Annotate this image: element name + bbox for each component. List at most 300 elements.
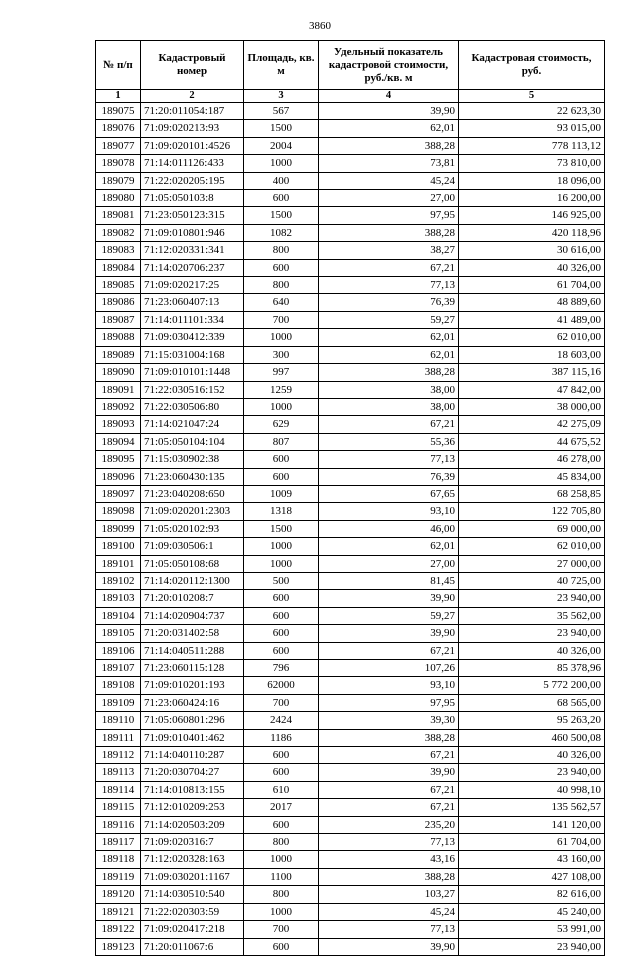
table-row (96, 224, 605, 241)
unit-rate-cell: 39,90 (319, 103, 459, 120)
column-number: 4 (319, 90, 459, 103)
table-row (96, 468, 605, 485)
row-index-cell: 189106 (96, 642, 141, 659)
row-index-cell: 189085 (96, 277, 141, 294)
unit-rate-cell: 45,24 (319, 172, 459, 189)
row-index-cell: 189099 (96, 520, 141, 537)
area-cell: 2017 (244, 799, 319, 816)
area-cell: 1186 (244, 729, 319, 746)
cadastral-value-cell: 53 991,00 (459, 921, 605, 938)
unit-rate-cell: 59,27 (319, 607, 459, 624)
row-index-cell: 189075 (96, 103, 141, 120)
cadastral-value-cell: 46 278,00 (459, 451, 605, 468)
unit-rate-cell: 388,28 (319, 364, 459, 381)
cadastral-number-cell: 71:12:020331:341 (141, 242, 244, 259)
row-index-cell: 189093 (96, 416, 141, 433)
cadastral-value-cell: 68 565,00 (459, 694, 605, 711)
cadastral-number-cell: 71:20:011054:187 (141, 103, 244, 120)
cadastral-number-cell: 71:23:060115:128 (141, 660, 244, 677)
unit-rate-cell: 73,81 (319, 155, 459, 172)
cadastral-number-cell: 71:14:020112:1300 (141, 572, 244, 589)
unit-rate-cell: 39,90 (319, 938, 459, 955)
cadastral-number-cell: 71:22:020303:59 (141, 903, 244, 920)
cadastral-number-cell: 71:09:030506:1 (141, 538, 244, 555)
area-cell: 1100 (244, 868, 319, 885)
cadastral-value-cell: 23 940,00 (459, 625, 605, 642)
cadastral-value-cell: 40 725,00 (459, 572, 605, 589)
row-index-cell: 189092 (96, 398, 141, 415)
cadastral-number-cell: 71:14:020503:209 (141, 816, 244, 833)
unit-rate-cell: 55,36 (319, 433, 459, 450)
table-row (96, 155, 605, 172)
cadastral-value-cell: 30 616,00 (459, 242, 605, 259)
unit-rate-cell: 67,21 (319, 416, 459, 433)
cadastral-number-cell: 71:20:031402:58 (141, 625, 244, 642)
cadastral-number-cell: 71:22:030506:80 (141, 398, 244, 415)
row-index-cell: 189117 (96, 834, 141, 851)
cadastral-number-cell: 71:12:020328:163 (141, 851, 244, 868)
column-header-area: Площадь, кв. м (244, 41, 319, 90)
row-index-cell: 189102 (96, 572, 141, 589)
cadastral-value-cell: 460 500,08 (459, 729, 605, 746)
table-row (96, 729, 605, 746)
table-row (96, 294, 605, 311)
row-index-cell: 189121 (96, 903, 141, 920)
area-cell: 1000 (244, 329, 319, 346)
unit-rate-cell: 388,28 (319, 137, 459, 154)
cadastral-value-cell: 23 940,00 (459, 590, 605, 607)
row-index-cell: 189105 (96, 625, 141, 642)
unit-rate-cell: 77,13 (319, 921, 459, 938)
area-cell: 600 (244, 747, 319, 764)
unit-rate-cell: 38,00 (319, 398, 459, 415)
table-row (96, 886, 605, 903)
table-row (96, 277, 605, 294)
row-index-cell: 189116 (96, 816, 141, 833)
area-cell: 800 (244, 242, 319, 259)
table-row (96, 781, 605, 798)
table-row (96, 572, 605, 589)
area-cell: 600 (244, 451, 319, 468)
row-index-cell: 189114 (96, 781, 141, 798)
cadastral-number-cell: 71:09:030201:1167 (141, 868, 244, 885)
unit-rate-cell: 77,13 (319, 451, 459, 468)
unit-rate-cell: 97,95 (319, 694, 459, 711)
cadastral-value-cell: 62 010,00 (459, 538, 605, 555)
table-row (96, 921, 605, 938)
cadastral-number-cell: 71:23:060407:13 (141, 294, 244, 311)
unit-rate-cell: 97,95 (319, 207, 459, 224)
cadastral-number-cell: 71:09:030412:339 (141, 329, 244, 346)
cadastral-value-cell: 18 603,00 (459, 346, 605, 363)
cadastral-number-cell: 71:09:020101:4526 (141, 137, 244, 154)
unit-rate-cell: 38,27 (319, 242, 459, 259)
row-index-cell: 189112 (96, 747, 141, 764)
area-cell: 1318 (244, 503, 319, 520)
table-row (96, 485, 605, 502)
unit-rate-cell: 388,28 (319, 729, 459, 746)
area-cell: 640 (244, 294, 319, 311)
cadastral-number-cell: 71:14:040511:288 (141, 642, 244, 659)
cadastral-value-cell: 40 326,00 (459, 747, 605, 764)
unit-rate-cell: 76,39 (319, 468, 459, 485)
cadastral-value-cell: 95 263,20 (459, 712, 605, 729)
cadastral-value-table (95, 40, 605, 956)
cadastral-value-cell: 420 118,96 (459, 224, 605, 241)
cadastral-value-cell: 43 160,00 (459, 851, 605, 868)
cadastral-value-cell: 48 889,60 (459, 294, 605, 311)
table-row (96, 137, 605, 154)
row-index-cell: 189113 (96, 764, 141, 781)
area-cell: 1500 (244, 207, 319, 224)
area-cell: 800 (244, 834, 319, 851)
cadastral-number-cell: 71:15:031004:168 (141, 346, 244, 363)
table-row (96, 520, 605, 537)
column-header-index: № п/п (96, 41, 141, 90)
cadastral-number-cell: 71:22:030516:152 (141, 381, 244, 398)
area-cell: 600 (244, 642, 319, 659)
cadastral-number-cell: 71:23:040208:650 (141, 485, 244, 502)
cadastral-number-cell: 71:20:010208:7 (141, 590, 244, 607)
row-index-cell: 189120 (96, 886, 141, 903)
cadastral-number-cell: 71:05:060801:296 (141, 712, 244, 729)
cadastral-value-cell: 778 113,12 (459, 137, 605, 154)
header-row (96, 41, 605, 90)
row-index-cell: 189110 (96, 712, 141, 729)
area-cell: 1082 (244, 224, 319, 241)
row-index-cell: 189082 (96, 224, 141, 241)
unit-rate-cell: 62,01 (319, 538, 459, 555)
cadastral-value-cell: 40 326,00 (459, 642, 605, 659)
row-index-cell: 189083 (96, 242, 141, 259)
cadastral-number-cell: 71:05:020102:93 (141, 520, 244, 537)
cadastral-number-cell: 71:05:050108:68 (141, 555, 244, 572)
area-cell: 600 (244, 816, 319, 833)
cadastral-value-cell: 387 115,16 (459, 364, 605, 381)
table-row (96, 416, 605, 433)
cadastral-value-cell: 68 258,85 (459, 485, 605, 502)
cadastral-number-cell: 71:09:020201:2303 (141, 503, 244, 520)
table-row (96, 903, 605, 920)
row-index-cell: 189111 (96, 729, 141, 746)
cadastral-value-cell: 146 925,00 (459, 207, 605, 224)
cadastral-value-cell: 40 998,10 (459, 781, 605, 798)
cadastral-number-cell: 71:20:030704:27 (141, 764, 244, 781)
cadastral-number-cell: 71:14:030510:540 (141, 886, 244, 903)
area-cell: 700 (244, 694, 319, 711)
table-row (96, 190, 605, 207)
table-row (96, 799, 605, 816)
area-cell: 600 (244, 468, 319, 485)
unit-rate-cell: 46,00 (319, 520, 459, 537)
cadastral-value-cell: 85 378,96 (459, 660, 605, 677)
unit-rate-cell: 77,13 (319, 277, 459, 294)
unit-rate-cell: 103,27 (319, 886, 459, 903)
table-row (96, 503, 605, 520)
area-cell: 1500 (244, 520, 319, 537)
unit-rate-cell: 27,00 (319, 555, 459, 572)
area-cell: 1000 (244, 155, 319, 172)
cadastral-value-cell: 61 704,00 (459, 277, 605, 294)
table-row (96, 590, 605, 607)
area-cell: 600 (244, 190, 319, 207)
row-index-cell: 189079 (96, 172, 141, 189)
cadastral-value-cell: 5 772 200,00 (459, 677, 605, 694)
row-index-cell: 189089 (96, 346, 141, 363)
table-row (96, 311, 605, 328)
area-cell: 1000 (244, 538, 319, 555)
cadastral-number-cell: 71:09:020213:93 (141, 120, 244, 137)
area-cell: 700 (244, 921, 319, 938)
row-index-cell: 189098 (96, 503, 141, 520)
area-cell: 600 (244, 625, 319, 642)
unit-rate-cell: 59,27 (319, 311, 459, 328)
cadastral-number-cell: 71:09:020217:25 (141, 277, 244, 294)
row-index-cell: 189122 (96, 921, 141, 938)
row-index-cell: 189096 (96, 468, 141, 485)
cadastral-number-cell: 71:14:011126:433 (141, 155, 244, 172)
cadastral-number-cell: 71:09:020316:7 (141, 834, 244, 851)
cadastral-value-cell: 45 240,00 (459, 903, 605, 920)
table-row (96, 433, 605, 450)
cadastral-number-cell: 71:09:010801:946 (141, 224, 244, 241)
row-index-cell: 189084 (96, 259, 141, 276)
cadastral-value-cell: 44 675,52 (459, 433, 605, 450)
table-row (96, 764, 605, 781)
column-number: 1 (96, 90, 141, 103)
cadastral-value-cell: 82 616,00 (459, 886, 605, 903)
cadastral-number-cell: 71:20:011067:6 (141, 938, 244, 955)
row-index-cell: 189086 (96, 294, 141, 311)
row-index-cell: 189091 (96, 381, 141, 398)
row-index-cell: 189081 (96, 207, 141, 224)
page-number: 3860 (309, 20, 331, 32)
unit-rate-cell: 38,00 (319, 381, 459, 398)
cadastral-number-cell: 71:05:050103:8 (141, 190, 244, 207)
cadastral-value-cell: 122 705,80 (459, 503, 605, 520)
area-cell: 600 (244, 590, 319, 607)
cadastral-number-cell: 71:05:050104:104 (141, 433, 244, 450)
table-row (96, 868, 605, 885)
table-row (96, 677, 605, 694)
table-row (96, 694, 605, 711)
area-cell: 800 (244, 277, 319, 294)
cadastral-number-cell: 71:09:010401:462 (141, 729, 244, 746)
row-index-cell: 189097 (96, 485, 141, 502)
row-index-cell: 189090 (96, 364, 141, 381)
unit-rate-cell: 62,01 (319, 120, 459, 137)
table-row (96, 851, 605, 868)
unit-rate-cell: 107,26 (319, 660, 459, 677)
table-row (96, 398, 605, 415)
row-index-cell: 189080 (96, 190, 141, 207)
area-cell: 807 (244, 433, 319, 450)
unit-rate-cell: 27,00 (319, 190, 459, 207)
table-row (96, 938, 605, 955)
row-index-cell: 189118 (96, 851, 141, 868)
cadastral-number-cell: 71:22:020205:195 (141, 172, 244, 189)
table-row (96, 259, 605, 276)
row-index-cell: 189088 (96, 329, 141, 346)
cadastral-value-cell: 23 940,00 (459, 938, 605, 955)
cadastral-number-cell: 71:09:010201:193 (141, 677, 244, 694)
column-number: 2 (141, 90, 244, 103)
unit-rate-cell: 43,16 (319, 851, 459, 868)
unit-rate-cell: 39,30 (319, 712, 459, 729)
column-header-unit-rate: Удельный показатель кадастровой стоимости, руб./кв. м (319, 41, 459, 90)
cadastral-number-cell: 71:23:060430:135 (141, 468, 244, 485)
area-cell: 567 (244, 103, 319, 120)
table-row (96, 712, 605, 729)
cadastral-value-cell: 27 000,00 (459, 555, 605, 572)
area-cell: 600 (244, 764, 319, 781)
table-row (96, 103, 605, 120)
cadastral-value-cell: 47 842,00 (459, 381, 605, 398)
cadastral-value-cell: 141 120,00 (459, 816, 605, 833)
row-index-cell: 189100 (96, 538, 141, 555)
unit-rate-cell: 81,45 (319, 572, 459, 589)
area-cell: 1000 (244, 398, 319, 415)
unit-rate-cell: 67,21 (319, 642, 459, 659)
area-cell: 796 (244, 660, 319, 677)
row-index-cell: 189103 (96, 590, 141, 607)
row-index-cell: 189077 (96, 137, 141, 154)
table-row (96, 364, 605, 381)
cadastral-number-cell: 71:09:010101:1448 (141, 364, 244, 381)
unit-rate-cell: 67,21 (319, 781, 459, 798)
area-cell: 800 (244, 886, 319, 903)
area-cell: 1000 (244, 851, 319, 868)
table-row (96, 172, 605, 189)
table-row (96, 625, 605, 642)
cadastral-value-cell: 23 940,00 (459, 764, 605, 781)
cadastral-number-cell: 71:15:030902:38 (141, 451, 244, 468)
cadastral-number-cell: 71:14:020904:737 (141, 607, 244, 624)
cadastral-value-cell: 73 810,00 (459, 155, 605, 172)
row-index-cell: 189107 (96, 660, 141, 677)
table-row (96, 381, 605, 398)
area-cell: 400 (244, 172, 319, 189)
cadastral-value-cell: 427 108,00 (459, 868, 605, 885)
row-index-cell: 189108 (96, 677, 141, 694)
row-index-cell: 189123 (96, 938, 141, 955)
row-index-cell: 189115 (96, 799, 141, 816)
area-cell: 600 (244, 607, 319, 624)
area-cell: 1000 (244, 555, 319, 572)
row-index-cell: 189101 (96, 555, 141, 572)
area-cell: 600 (244, 938, 319, 955)
area-cell: 600 (244, 259, 319, 276)
cadastral-value-cell: 93 015,00 (459, 120, 605, 137)
cadastral-value-cell: 45 834,00 (459, 468, 605, 485)
cadastral-value-cell: 18 096,00 (459, 172, 605, 189)
cadastral-value-cell: 38 000,00 (459, 398, 605, 415)
unit-rate-cell: 62,01 (319, 329, 459, 346)
area-cell: 2424 (244, 712, 319, 729)
area-cell: 300 (244, 346, 319, 363)
area-cell: 997 (244, 364, 319, 381)
area-cell: 1000 (244, 903, 319, 920)
table-row (96, 834, 605, 851)
unit-rate-cell: 93,10 (319, 503, 459, 520)
area-cell: 62000 (244, 677, 319, 694)
area-cell: 629 (244, 416, 319, 433)
table-row (96, 207, 605, 224)
unit-rate-cell: 388,28 (319, 868, 459, 885)
area-cell: 1009 (244, 485, 319, 502)
cadastral-number-cell: 71:23:050123:315 (141, 207, 244, 224)
cadastral-number-cell: 71:09:020417:218 (141, 921, 244, 938)
row-index-cell: 189087 (96, 311, 141, 328)
row-index-cell: 189109 (96, 694, 141, 711)
row-index-cell: 189076 (96, 120, 141, 137)
table-row (96, 816, 605, 833)
table-row (96, 607, 605, 624)
table-body (96, 103, 605, 956)
table-row (96, 642, 605, 659)
column-number-row (96, 90, 605, 103)
unit-rate-cell: 67,21 (319, 747, 459, 764)
cadastral-value-cell: 22 623,30 (459, 103, 605, 120)
table-row (96, 120, 605, 137)
cadastral-value-cell: 135 562,57 (459, 799, 605, 816)
row-index-cell: 189094 (96, 433, 141, 450)
table-row (96, 346, 605, 363)
row-index-cell: 189095 (96, 451, 141, 468)
table-row (96, 329, 605, 346)
cadastral-value-cell: 40 326,00 (459, 259, 605, 276)
row-index-cell: 189104 (96, 607, 141, 624)
unit-rate-cell: 76,39 (319, 294, 459, 311)
table-row (96, 555, 605, 572)
area-cell: 1500 (244, 120, 319, 137)
area-cell: 500 (244, 572, 319, 589)
column-header-cadastral-number: Кадастровый номер (141, 41, 244, 90)
table-row (96, 747, 605, 764)
cadastral-number-cell: 71:14:021047:24 (141, 416, 244, 433)
row-index-cell: 189078 (96, 155, 141, 172)
unit-rate-cell: 39,90 (319, 625, 459, 642)
unit-rate-cell: 93,10 (319, 677, 459, 694)
unit-rate-cell: 77,13 (319, 834, 459, 851)
unit-rate-cell: 388,28 (319, 224, 459, 241)
unit-rate-cell: 39,90 (319, 764, 459, 781)
unit-rate-cell: 235,20 (319, 816, 459, 833)
unit-rate-cell: 62,01 (319, 346, 459, 363)
unit-rate-cell: 45,24 (319, 903, 459, 920)
cadastral-value-cell: 16 200,00 (459, 190, 605, 207)
unit-rate-cell: 67,21 (319, 799, 459, 816)
column-number: 3 (244, 90, 319, 103)
area-cell: 2004 (244, 137, 319, 154)
cadastral-value-cell: 41 489,00 (459, 311, 605, 328)
cadastral-value-cell: 69 000,00 (459, 520, 605, 537)
cadastral-number-cell: 71:14:010813:155 (141, 781, 244, 798)
cadastral-value-cell: 42 275,09 (459, 416, 605, 433)
cadastral-value-cell: 35 562,00 (459, 607, 605, 624)
table-row (96, 538, 605, 555)
column-number: 5 (459, 90, 605, 103)
cadastral-number-cell: 71:23:060424:16 (141, 694, 244, 711)
cadastral-number-cell: 71:12:010209:253 (141, 799, 244, 816)
cadastral-number-cell: 71:14:020706:237 (141, 259, 244, 276)
column-header-cadastral-value: Кадастровая стоимость, руб. (459, 41, 605, 90)
area-cell: 610 (244, 781, 319, 798)
table-row (96, 660, 605, 677)
row-index-cell: 189119 (96, 868, 141, 885)
unit-rate-cell: 39,90 (319, 590, 459, 607)
area-cell: 700 (244, 311, 319, 328)
